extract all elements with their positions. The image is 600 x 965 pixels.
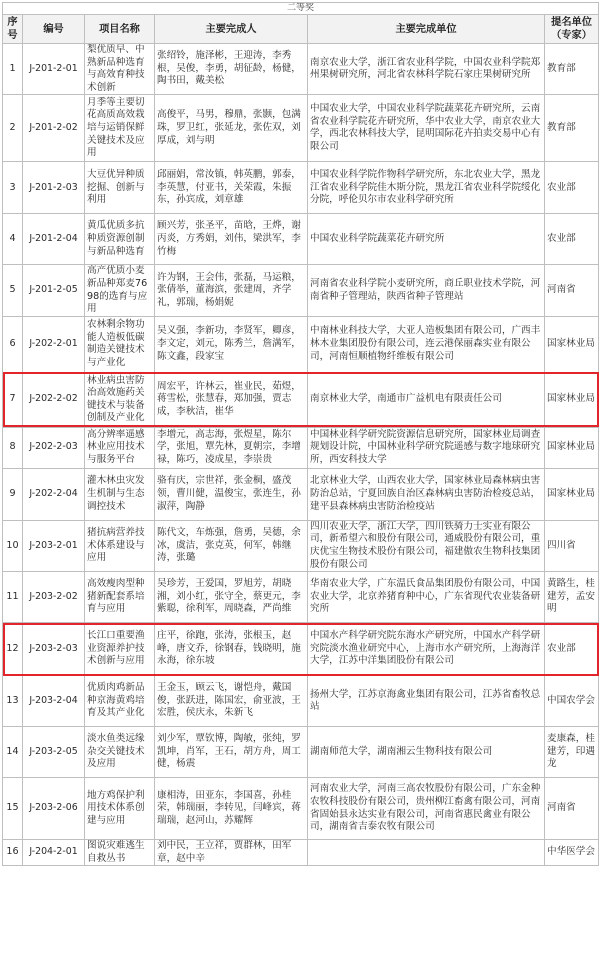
- project-name: 高分辨率遥感林业应用技术与服务平台: [85, 427, 155, 468]
- row-number: 16: [3, 840, 23, 866]
- main-contributors: 周宏平，许林云，崔业民，茹煜，蒋雪松，张慧春，郑加强，贾志成，李秋洁，崔华: [155, 372, 308, 427]
- main-contributors: 陈代文，车炼强，詹勇，吴德，余冰，虞洁，张克英，何军，韩继涛，张璐: [155, 520, 308, 571]
- project-name: 梨优质早、中熟新品种选育与高效育种技术创新: [85, 44, 155, 95]
- row-number: 1: [3, 44, 23, 95]
- band-title: 二等奖: [3, 3, 599, 15]
- row-number: 4: [3, 214, 23, 265]
- row-number: 8: [3, 427, 23, 468]
- main-units: 扬州大学，江苏京海禽业集团有限公司，江苏省畜牧总站: [308, 676, 545, 727]
- second-prize-table: [2, 2, 599, 866]
- row-number: 2: [3, 95, 23, 162]
- nominating-unit: 河南省: [545, 778, 599, 840]
- main-units: 南京林业大学，南通市广益机电有限责任公司: [308, 372, 545, 427]
- project-name: 高产优质小麦新品种郑麦7698的选育与应用: [85, 265, 155, 316]
- row-number: 11: [3, 572, 23, 623]
- table-body: [3, 44, 599, 866]
- nominating-unit: 麦康森，桂建芳，印遇龙: [545, 727, 599, 778]
- nominating-unit: 中华医学会: [545, 840, 599, 866]
- project-name: 地方鸡保护利用技术体系创建与应用: [85, 778, 155, 840]
- project-name: 大豆优异种质挖掘、创新与利用: [85, 162, 155, 214]
- main-units: 中国农业科学院蔬菜花卉研究所: [308, 214, 545, 265]
- table-row: [3, 372, 599, 427]
- project-name: 林业病虫害防治高效施药关键技术与装备创制及产业化: [85, 372, 155, 427]
- col-header-no: 序号: [3, 15, 23, 44]
- row-number: 6: [3, 316, 23, 372]
- nominating-unit: 黄路生，桂建芳，孟安明: [545, 572, 599, 623]
- project-code: J-203-2-05: [23, 727, 85, 778]
- main-contributors: 刘中民，王立祥，贾群林，田军章，赵中辛: [155, 840, 308, 866]
- project-code: J-202-2-04: [23, 468, 85, 520]
- project-code: J-204-2-01: [23, 840, 85, 866]
- main-units: 中南林业科技大学，大亚人造板集团有限公司，广西丰林木业集团股份有限公司，连云港保丽森实业有限公司，河南恒顺植物纤维板有限公司: [308, 316, 545, 372]
- main-contributors: 吴珍芳，王爱国，罗旭芳，胡晓湘，刘小红，张守全，蔡更元，李紫聪，徐利军，周晓森，严尚维: [155, 572, 308, 623]
- project-name: 淡水鱼类远缘杂交关键技术及应用: [85, 727, 155, 778]
- project-name: 高效瘦肉型种猪新配套系培育与应用: [85, 572, 155, 623]
- main-contributors: 许为钢，王会伟，张磊，马运粮，张倩举，董海滨，张建周，齐学礼，郭瑞，杨娟妮: [155, 265, 308, 316]
- project-name: 优质肉鸡新品种京海黄鸡培育及其产业化: [85, 676, 155, 727]
- nominating-unit: 国家林业局: [545, 468, 599, 520]
- project-name: 猪抗病营养技术体系建设与应用: [85, 520, 155, 571]
- main-units: 中国农业大学，中国农业科学院蔬菜花卉研究所，云南省农业科学院花卉研究所，华中农业大学，南京农业大学，西北农林科技大学，昆明国际花卉拍卖交易中心有限公司: [308, 95, 545, 162]
- main-units: 湖南师范大学，湖南湘云生物科技有限公司: [308, 727, 545, 778]
- main-units: 中国水产科学研究院东海水产研究所，中国水产科学研究院淡水渔业研究中心，上海市水产研究所，上海海洋大学，江苏中洋集团股份有限公司: [308, 623, 545, 676]
- project-name: 农林剩余物功能人造板低碳制造关键技术与产业化: [85, 316, 155, 372]
- table-row: [3, 840, 599, 866]
- project-name: 灌木林虫灾发生机制与生态调控技术: [85, 468, 155, 520]
- project-code: J-203-2-01: [23, 520, 85, 571]
- table-row: [3, 214, 599, 265]
- nominating-unit: 国家林业局: [545, 427, 599, 468]
- table-row: [3, 162, 599, 214]
- row-number: 12: [3, 623, 23, 676]
- main-units: [308, 840, 545, 866]
- nominating-unit: 国家林业局: [545, 372, 599, 427]
- main-contributors: 刘少军，覃钦博，陶敏，张纯，罗凯坤，肖军，王石，胡方舟，周工健，杨震: [155, 727, 308, 778]
- main-units: 河南农业大学，河南三高农牧股份有限公司，广东金种农牧科技股份有限公司，贵州柳江畜禽有限公司，河南省固始县永达实业有限公司，河南省惠民禽业有限公司，湖南省吉泰农牧有限公司: [308, 778, 545, 840]
- row-number: 10: [3, 520, 23, 571]
- row-number: 15: [3, 778, 23, 840]
- project-code: J-202-2-03: [23, 427, 85, 468]
- project-code: J-201-2-03: [23, 162, 85, 214]
- main-contributors: 顾兴芳，张圣平，苗晗，王烨，谢丙炎，方秀娟，刘伟，梁洪军，李竹梅: [155, 214, 308, 265]
- nominating-unit: 四川省: [545, 520, 599, 571]
- main-units: 河南省农业科学院小麦研究所，商丘职业技术学院，河南省种子管理站，陕西省种子管理站: [308, 265, 545, 316]
- main-units: 南京农业大学，浙江省农业科学院，中国农业科学院郑州果树研究所，河北省农林科学院石家庄果树研究所: [308, 44, 545, 95]
- table-row: [3, 427, 599, 468]
- project-code: J-203-2-03: [23, 623, 85, 676]
- nominating-unit: 教育部: [545, 44, 599, 95]
- main-contributors: 高俊平，马男，穆鼎，张颢，包满珠，罗卫红，张延龙，张佐双，刘厚成，刘与明: [155, 95, 308, 162]
- row-number: 14: [3, 727, 23, 778]
- table-row: [3, 676, 599, 727]
- project-name: 月季等主要切花高质高效栽培与运销保鲜关键技术及应用: [85, 95, 155, 162]
- project-code: J-201-2-01: [23, 44, 85, 95]
- table-row: [3, 95, 599, 162]
- nominating-unit: 国家林业局: [545, 316, 599, 372]
- band-title-row: [3, 3, 599, 15]
- table-row: [3, 572, 599, 623]
- row-number: 5: [3, 265, 23, 316]
- col-header-name: 项目名称: [85, 15, 155, 44]
- main-contributors: 吴义强，李新功，李贤军，卿彦，李文定，刘元，陈秀兰，詹满军，陈文鑫，段家宝: [155, 316, 308, 372]
- nominating-unit: 农业部: [545, 623, 599, 676]
- project-name: 图说灾难逃生自救丛书: [85, 840, 155, 866]
- col-header-ministry: 提名单位（专家）: [545, 15, 599, 44]
- row-number: 7: [3, 372, 23, 427]
- table-row: [3, 265, 599, 316]
- main-contributors: 张绍铃，施泽彬，王迎涛，李秀根，吴俊，李勇，胡征龄，杨健，陶书田，戴美松: [155, 44, 308, 95]
- main-units: 四川农业大学，浙江大学，四川铁骑力士实业有限公司，新希望六和股份有限公司，通威股份有限公司，重庆优宝生物技术股份有限公司，福建傲农生物科技集团股份有限公司: [308, 520, 545, 571]
- row-number: 13: [3, 676, 23, 727]
- main-contributors: 王金玉，顾云飞，谢恺舟，戴国俊，张跃进，陈国宏，俞亚波，王宏胜，侯庆永，朱新飞: [155, 676, 308, 727]
- main-contributors: 李增元，高志海，张煜星，陈尔学，张旭，覃先林，夏朝宗，李增禄，陈巧，凌成星，李崇贵: [155, 427, 308, 468]
- nominating-unit: 农业部: [545, 214, 599, 265]
- project-code: J-202-2-01: [23, 316, 85, 372]
- main-units: 中国林业科学研究院资源信息研究所，国家林业局调查规划设计院，中国林业科学研究院遥感与数字地球研究所，西安科技大学: [308, 427, 545, 468]
- project-code: J-202-2-02: [23, 372, 85, 427]
- nominating-unit: 教育部: [545, 95, 599, 162]
- main-units: 北京林业大学，山西农业大学，国家林业局森林病虫害防治总站，宁夏回族自治区森林病虫害防治检疫总站，建平县森林病虫害防治检疫站: [308, 468, 545, 520]
- main-contributors: 骆有庆，宗世祥，张金桐，盛茂领，曹川健，温俊宝，张连生，孙淑萍，陶静: [155, 468, 308, 520]
- main-contributors: 康相涛，田亚东，李国喜，孙桂荣，韩瑞丽，李转见，闫峰宾，蒋瑞瑞，赵河山，苏耀辉: [155, 778, 308, 840]
- col-header-code: 编号: [23, 15, 85, 44]
- nominating-unit: 农业部: [545, 162, 599, 214]
- project-name: 黄瓜优质多抗种质资源创制与新品种选育: [85, 214, 155, 265]
- project-code: J-201-2-02: [23, 95, 85, 162]
- project-code: J-203-2-02: [23, 572, 85, 623]
- project-code: J-201-2-04: [23, 214, 85, 265]
- header-row: [3, 15, 599, 44]
- project-code: J-203-2-06: [23, 778, 85, 840]
- project-code: J-201-2-05: [23, 265, 85, 316]
- table-row: [3, 520, 599, 571]
- main-units: 中国农业科学院作物科学研究所，东北农业大学，黑龙江省农业科学院佳木斯分院，黑龙江省农业科学院绥化分院，呼伦贝尔市农业科学研究所: [308, 162, 545, 214]
- main-contributors: 庄平，徐跑，张涛，张根玉，赵峰，唐文乔，徐钢春，钱晓明，施永海，徐东坡: [155, 623, 308, 676]
- table-row: [3, 727, 599, 778]
- col-header-units: 主要完成单位: [308, 15, 545, 44]
- table-row: [3, 316, 599, 372]
- nominating-unit: 河南省: [545, 265, 599, 316]
- row-number: 9: [3, 468, 23, 520]
- table-row: [3, 468, 599, 520]
- table-row: [3, 44, 599, 95]
- table-row: [3, 778, 599, 840]
- col-header-people: 主要完成人: [155, 15, 308, 44]
- row-number: 3: [3, 162, 23, 214]
- project-name: 长江口重要渔业资源养护技术创新与应用: [85, 623, 155, 676]
- project-code: J-203-2-04: [23, 676, 85, 727]
- table-row: [3, 623, 599, 676]
- nominating-unit: 中国农学会: [545, 676, 599, 727]
- main-contributors: 邱丽娟，常汝镇，韩英鹏，郭泰，李英慧，付亚书，关荣霞，朱振东，孙宾成，刘章雄: [155, 162, 308, 214]
- main-units: 华南农业大学，广东温氏食品集团股份有限公司，中国农业大学，北京养猪育种中心，广东省现代农业装备研究所: [308, 572, 545, 623]
